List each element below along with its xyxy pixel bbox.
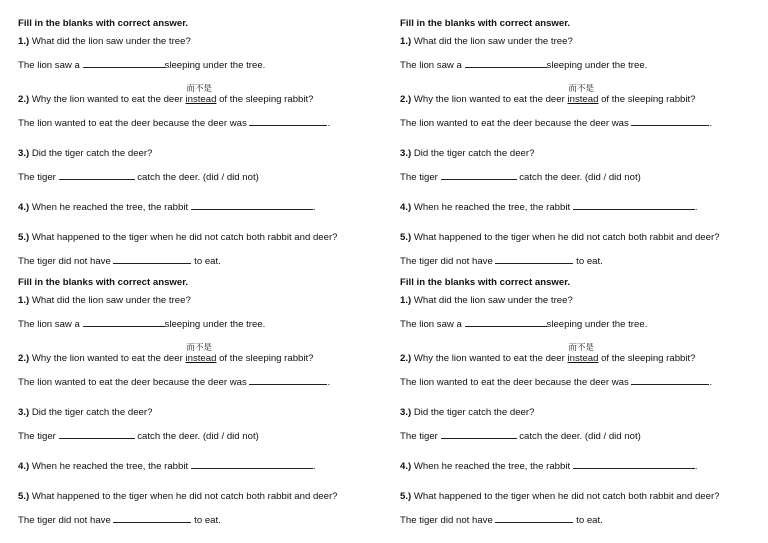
answer-blank[interactable] [441, 171, 517, 180]
question-number: 1.) [18, 36, 30, 47]
question-5 [400, 232, 720, 243]
question-text-after: of the sleeping rabbit? [219, 94, 314, 105]
worksheet-title: Fill in the blanks with correct answer. [18, 277, 189, 288]
answer-text-before: The lion wanted to eat the deer because the deer was [18, 118, 247, 129]
question-number: 5.) [400, 491, 412, 502]
question-text-after: of the sleeping rabbit? [601, 94, 696, 105]
question-number: 3.) [400, 407, 412, 418]
question-text-after: . [694, 202, 698, 213]
question-number: 3.) [400, 148, 412, 159]
answer-1 [18, 59, 265, 71]
question-3 [400, 148, 534, 159]
worksheet-title: Fill in the blanks with correct answer. [18, 18, 189, 29]
answer-text-after: sleeping under the tree. [164, 319, 266, 330]
question-5 [400, 491, 720, 502]
chinese-gloss: 而不是 [186, 84, 212, 94]
question-4 [18, 201, 315, 213]
answer-5 [18, 514, 221, 526]
keyword-instead [567, 84, 599, 105]
question-text: Did the tiger catch the deer? [31, 407, 153, 418]
answer-5 [18, 255, 221, 267]
answer-blank[interactable] [573, 460, 695, 469]
question-text-before: When he reached the tree, the rabbit [413, 202, 571, 213]
answer-text-before: The tiger [400, 172, 438, 183]
answer-text-before: The tiger [18, 431, 56, 442]
question-text: What happened to the tiger when he did not catch both rabbit and deer? [31, 232, 338, 243]
answer-blank[interactable] [465, 59, 547, 68]
worksheet-title: Fill in the blanks with correct answer. [400, 18, 571, 29]
answer-text-before: The lion saw a [400, 60, 462, 71]
answer-text-before: The lion saw a [18, 60, 80, 71]
answer-5 [400, 514, 603, 526]
answer-text-after: sleeping under the tree. [546, 60, 648, 71]
question-text-before: When he reached the tree, the rabbit [31, 461, 189, 472]
chinese-gloss: 而不是 [568, 84, 594, 94]
question-2 [400, 343, 696, 364]
answer-text-after: to eat. [576, 515, 603, 526]
question-number: 4.) [400, 202, 412, 213]
answer-text-after: catch the deer. (did / did not) [519, 172, 641, 183]
chinese-gloss: 而不是 [186, 343, 212, 353]
answer-text-before: The tiger did not have [400, 515, 493, 526]
answer-2 [18, 117, 330, 129]
question-3 [400, 407, 534, 418]
question-text: What did the lion saw under the tree? [413, 295, 573, 306]
question-text-after: of the sleeping rabbit? [219, 353, 314, 364]
question-number: 2.) [18, 353, 30, 364]
answer-text-after: catch the deer. (did / did not) [137, 172, 259, 183]
answer-text-before: The tiger did not have [18, 256, 111, 267]
keyword-text: instead [185, 353, 217, 364]
question-4 [400, 460, 697, 472]
question-number: 5.) [400, 232, 412, 243]
keyword-instead [185, 343, 217, 364]
answer-text-before: The tiger did not have [18, 515, 111, 526]
answer-text-after: catch the deer. (did / did not) [519, 431, 641, 442]
question-text: Did the tiger catch the deer? [31, 148, 153, 159]
keyword-text: instead [185, 94, 217, 105]
question-text: Did the tiger catch the deer? [413, 148, 535, 159]
question-number: 3.) [18, 148, 30, 159]
question-number: 4.) [18, 202, 30, 213]
answer-blank[interactable] [59, 171, 135, 180]
answer-1 [400, 59, 647, 71]
answer-text-after: . [709, 377, 713, 388]
answer-blank[interactable] [465, 318, 547, 327]
answer-blank[interactable] [191, 460, 313, 469]
question-number: 5.) [18, 232, 30, 243]
question-4 [400, 201, 697, 213]
question-number: 3.) [18, 407, 30, 418]
answer-text-after: to eat. [194, 256, 221, 267]
question-text-after: . [312, 202, 316, 213]
answer-text-after: to eat. [194, 515, 221, 526]
keyword-instead [567, 343, 599, 364]
answer-text-before: The tiger did not have [400, 256, 493, 267]
answer-blank[interactable] [631, 117, 709, 126]
question-1 [18, 36, 191, 47]
question-text: What did the lion saw under the tree? [31, 295, 191, 306]
answer-text-before: The lion wanted to eat the deer because the deer was [400, 118, 629, 129]
answer-text-after: . [327, 377, 331, 388]
answer-text-after: sleeping under the tree. [164, 60, 266, 71]
answer-blank[interactable] [113, 255, 191, 264]
answer-blank[interactable] [441, 430, 517, 439]
question-number: 2.) [18, 94, 30, 105]
answer-text-after: to eat. [576, 256, 603, 267]
answer-text-before: The lion saw a [400, 319, 462, 330]
question-text-after: . [312, 461, 316, 472]
question-number: 5.) [18, 491, 30, 502]
question-text-after: of the sleeping rabbit? [601, 353, 696, 364]
question-text: What did the lion saw under the tree? [31, 36, 191, 47]
answer-3 [18, 171, 259, 183]
question-text-before: When he reached the tree, the rabbit [31, 202, 189, 213]
answer-text-after: sleeping under the tree. [546, 319, 648, 330]
question-number: 1.) [18, 295, 30, 306]
question-number: 4.) [18, 461, 30, 472]
question-1 [400, 295, 573, 306]
question-2 [400, 84, 696, 105]
answer-blank[interactable] [113, 514, 191, 523]
question-1 [400, 36, 573, 47]
question-5 [18, 232, 338, 243]
answer-blank[interactable] [191, 201, 313, 210]
chinese-gloss: 而不是 [568, 343, 594, 353]
question-2 [18, 84, 314, 105]
question-1 [18, 295, 191, 306]
answer-text-before: The lion saw a [18, 319, 80, 330]
answer-blank[interactable] [573, 201, 695, 210]
question-text: What happened to the tiger when he did not catch both rabbit and deer? [31, 491, 338, 502]
worksheet-title: Fill in the blanks with correct answer. [400, 277, 571, 288]
answer-text-after: . [327, 118, 331, 129]
question-2 [18, 343, 314, 364]
answer-text-after: catch the deer. (did / did not) [137, 431, 259, 442]
answer-1 [18, 318, 265, 330]
keyword-text: instead [567, 94, 599, 105]
question-text-before: Why the lion wanted to eat the deer [413, 94, 565, 105]
answer-blank[interactable] [249, 376, 327, 385]
question-text: Did the tiger catch the deer? [413, 407, 535, 418]
question-text: What happened to the tiger when he did not catch both rabbit and deer? [413, 232, 720, 243]
question-text-before: Why the lion wanted to eat the deer [413, 353, 565, 364]
answer-1 [400, 318, 647, 330]
question-text: What did the lion saw under the tree? [413, 36, 573, 47]
question-text-after: . [694, 461, 698, 472]
answer-2 [18, 376, 330, 388]
answer-3 [400, 171, 641, 183]
keyword-instead [185, 84, 217, 105]
question-text-before: When he reached the tree, the rabbit [413, 461, 571, 472]
question-number: 2.) [400, 353, 412, 364]
answer-text-before: The tiger [400, 431, 438, 442]
answer-3 [400, 430, 641, 442]
question-number: 1.) [400, 295, 412, 306]
answer-2 [400, 376, 712, 388]
answer-3 [18, 430, 259, 442]
answer-blank[interactable] [631, 376, 709, 385]
answer-2 [400, 117, 712, 129]
question-number: 4.) [400, 461, 412, 472]
answer-blank[interactable] [249, 117, 327, 126]
keyword-text: instead [567, 353, 599, 364]
answer-blank[interactable] [83, 59, 165, 68]
answer-blank[interactable] [495, 255, 573, 264]
answer-text-after: . [709, 118, 713, 129]
answer-blank[interactable] [495, 514, 573, 523]
question-4 [18, 460, 315, 472]
question-3 [18, 407, 152, 418]
answer-text-before: The tiger [18, 172, 56, 183]
question-text: What happened to the tiger when he did not catch both rabbit and deer? [413, 491, 720, 502]
question-number: 2.) [400, 94, 412, 105]
question-text-before: Why the lion wanted to eat the deer [31, 353, 183, 364]
question-3 [18, 148, 152, 159]
answer-text-before: The lion wanted to eat the deer because the deer was [18, 377, 247, 388]
question-number: 1.) [400, 36, 412, 47]
answer-text-before: The lion wanted to eat the deer because the deer was [400, 377, 629, 388]
question-5 [18, 491, 338, 502]
answer-blank[interactable] [59, 430, 135, 439]
answer-blank[interactable] [83, 318, 165, 327]
answer-5 [400, 255, 603, 267]
question-text-before: Why the lion wanted to eat the deer [31, 94, 183, 105]
